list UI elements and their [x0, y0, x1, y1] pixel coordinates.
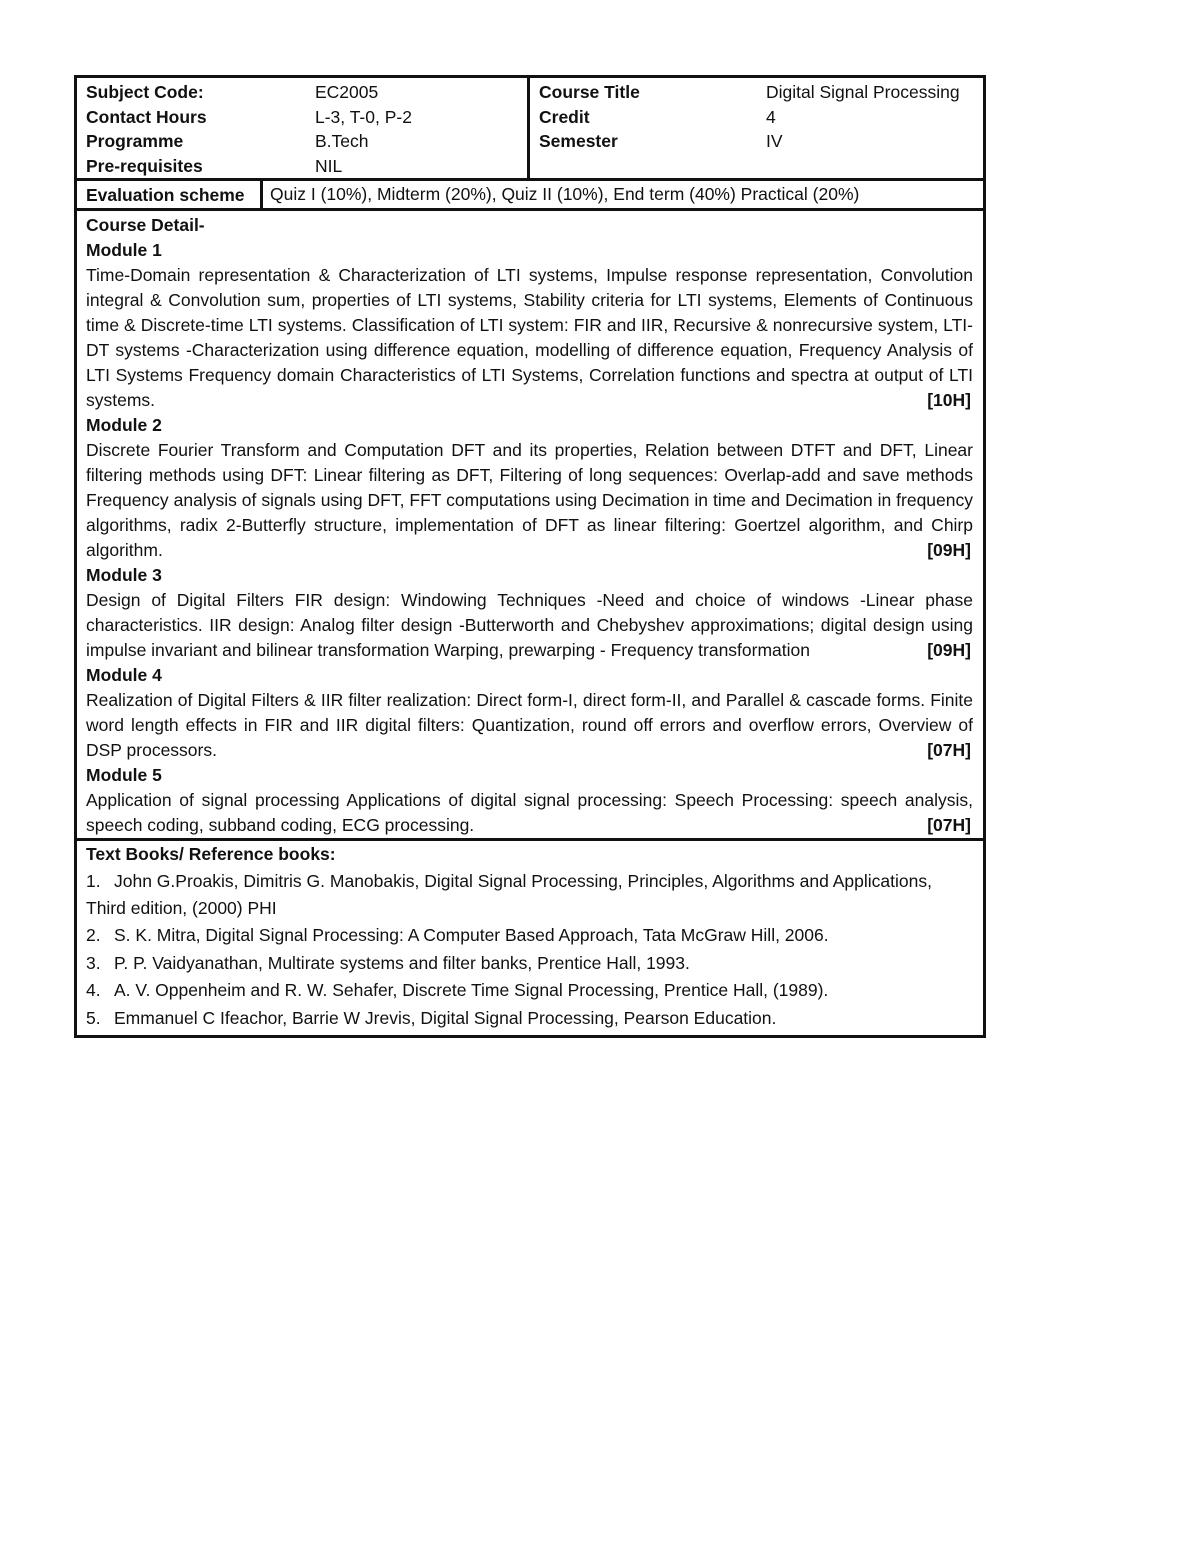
book-text: S. K. Mitra, Digital Signal Processing: A Computer Based Approach, Tata McGraw Hill, 2006. — [114, 925, 829, 945]
course-detail-title: Course Detail- — [86, 215, 205, 235]
module-description — [86, 788, 973, 838]
prerequisites-row — [86, 154, 519, 179]
module-text: Application of signal processing Applications of digital signal processing: Speech Processing: speech analysis, speech coding, subband coding, ECG processing. — [86, 790, 973, 835]
reference-books-title: Text Books/ Reference books: — [86, 844, 336, 864]
book-item — [86, 1005, 973, 1032]
module-heading: Module 3 — [86, 565, 162, 585]
module-1 — [86, 238, 973, 413]
course-detail-section — [77, 211, 983, 841]
module-description — [86, 263, 973, 413]
module-heading: Module 2 — [86, 415, 162, 435]
semester-label: Semester — [539, 131, 618, 151]
module-hours: [10H] — [927, 390, 971, 410]
module-heading: Module 4 — [86, 665, 162, 685]
module-description — [86, 588, 973, 663]
course-title-row — [539, 80, 975, 105]
module-3 — [86, 563, 973, 663]
module-heading: Module 1 — [86, 240, 162, 260]
book-item — [86, 922, 973, 949]
book-number: 2. — [86, 925, 101, 945]
credit-label: Credit — [539, 106, 590, 127]
semester-row — [539, 129, 975, 154]
book-text: John G.Proakis, Dimitris G. Manobakis, Digital Signal Processing, Principles, Algorithms and Applications, Third edition, (2000) PHI — [86, 871, 932, 918]
programme-value: B.Tech — [315, 131, 369, 151]
course-info-right — [530, 78, 983, 178]
module-hours: [09H] — [927, 640, 971, 660]
book-number: 1. — [86, 871, 101, 891]
contact-hours-label: Contact Hours — [86, 106, 207, 127]
course-info-header — [77, 78, 983, 181]
course-title-label: Course Title — [539, 82, 640, 102]
reference-books-section — [77, 841, 983, 1035]
module-2 — [86, 413, 973, 563]
course-info-left — [77, 78, 530, 178]
subject-code-row — [86, 80, 519, 105]
evaluation-scheme-label: Evaluation scheme — [77, 181, 263, 208]
subject-code-value: EC2005 — [315, 82, 379, 102]
book-number: 4. — [86, 980, 101, 1000]
module-text: Realization of Digital Filters & IIR filter realization: Direct form-I, direct form-II, and Parallel & cascade forms. Finite word length effects in FIR and IIR digital filters: Quantization, round off errors and overflow errors, Overview of DSP processors. — [86, 690, 973, 760]
programme-label: Programme — [86, 131, 184, 151]
evaluation-scheme-value: Quiz I (10%), Midterm (20%), Quiz II (10%), End term (40%) Practical (20%) — [270, 184, 860, 204]
credit-value: 4 — [766, 106, 776, 127]
book-item — [86, 868, 973, 921]
course-title-value: Digital Signal Processing — [766, 82, 960, 102]
module-hours: [09H] — [927, 540, 971, 560]
book-number: 3. — [86, 952, 101, 973]
evaluation-scheme-row — [77, 181, 983, 211]
book-text: Emmanuel C Ifeachor, Barrie W Jrevis, Digital Signal Processing, Pearson Education. — [114, 1007, 777, 1028]
book-item — [86, 977, 973, 1004]
module-4 — [86, 663, 973, 763]
book-text: P. P. Vaidyanathan, Multirate systems and filter banks, Prentice Hall, 1993. — [114, 952, 690, 973]
prerequisites-value: NIL — [315, 155, 343, 176]
module-hours: [07H] — [927, 815, 971, 835]
book-item — [86, 950, 973, 977]
programme-row — [86, 129, 519, 154]
syllabus-sheet — [74, 75, 986, 1038]
prerequisites-label: Pre-requisites — [86, 155, 203, 176]
credit-row — [539, 105, 975, 130]
subject-code-label: Subject Code: — [86, 82, 204, 102]
module-text: Time-Domain representation & Characterization of LTI systems, Impulse response representation, Convolution integral & Convolution sum, properties of LTI systems, Stability criteria for LTI systems, Elements of Continuous time & Discrete-time LTI systems. Classification of LTI system: FIR and IIR, Recursive & nonrecursive system, LTI-DT systems -Characterization using difference equation, modelling of difference equation, Frequency Analysis of LTI Systems Frequency domain Characteristics of LTI Systems, Correlation functions and spectra at output of LTI systems. — [86, 265, 973, 410]
module-text: Discrete Fourier Transform and Computation DFT and its properties, Relation between DTFT and DFT, Linear filtering methods using DFT: Linear filtering as DFT, Filtering of long sequences: Overlap-add and save methods Frequency analysis of signals using DFT, FFT computations using Decimation in time and Decimation in frequency algorithms, radix 2-Butterfly structure, implementation of DFT as linear filtering: Goertzel algorithm, and Chirp algorithm. — [86, 440, 973, 560]
module-hours: [07H] — [927, 740, 971, 760]
module-description — [86, 438, 973, 563]
module-heading: Module 5 — [86, 765, 162, 785]
module-5 — [86, 763, 973, 838]
module-description — [86, 688, 973, 763]
semester-value: IV — [766, 131, 783, 151]
module-text: Design of Digital Filters FIR design: Windowing Techniques -Need and choice of windows -Linear phase characteristics. IIR design: Analog filter design -Butterworth and Chebyshev approximations; digital design using impulse invariant and bilinear transformation Warping, prewarping - Frequency transformation — [86, 590, 973, 660]
contact-hours-value: L-3, T-0, P-2 — [315, 106, 412, 127]
book-text: A. V. Oppenheim and R. W. Sehafer, Discrete Time Signal Processing, Prentice Hall, (1989). — [114, 980, 829, 1000]
book-number: 5. — [86, 1007, 101, 1028]
contact-hours-row — [86, 105, 519, 130]
